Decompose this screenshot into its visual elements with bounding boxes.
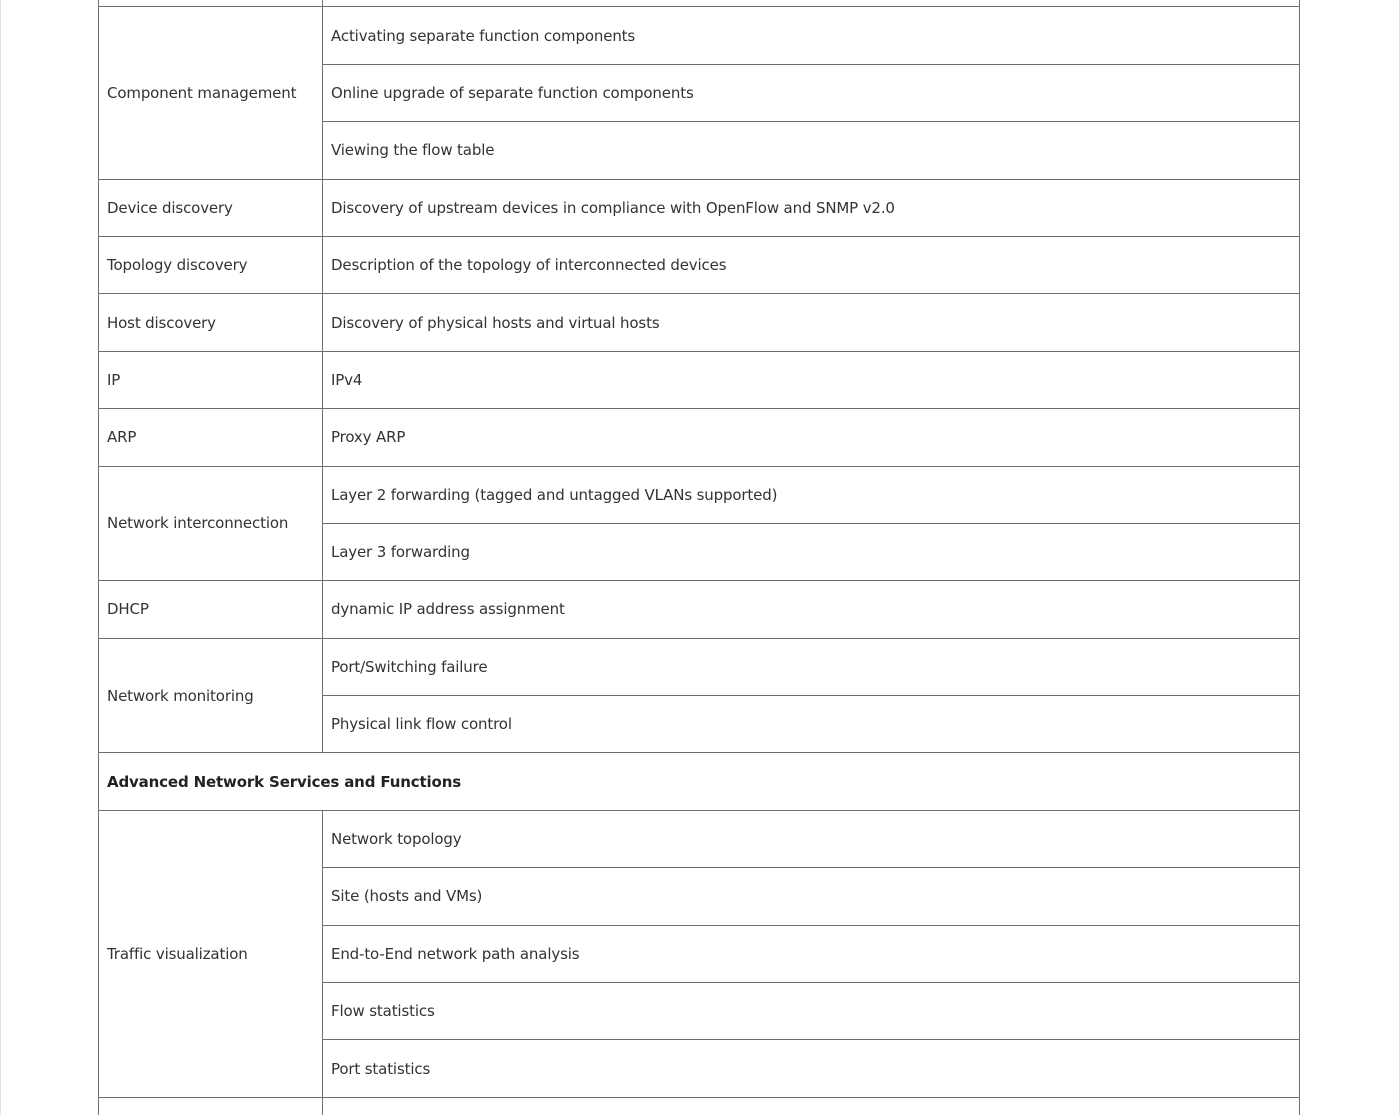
feature-cell: Network monitoring [99,638,323,753]
specification-table-body [99,0,1300,1115]
detail-cell: Online upgrade of separate function components [323,64,1300,121]
feature-cell: Host discovery [99,294,323,351]
feature-cell: Component management [99,7,323,179]
feature-cell: Topology discovery [99,236,323,293]
detail-cell: Port statistics [323,1040,1300,1097]
detail-cell: Flow statistics [323,983,1300,1040]
detail-cell [323,1097,1300,1115]
table-row [99,409,1300,466]
table-row [99,294,1300,351]
feature-cell [99,0,323,7]
detail-cell: dynamic IP address assignment [323,581,1300,638]
table-row [99,351,1300,408]
specification-table [98,0,1300,1115]
detail-cell: Network topology [323,810,1300,867]
table-row [99,236,1300,293]
feature-cell: IP [99,351,323,408]
table-row [99,581,1300,638]
detail-cell: IPv4 [323,351,1300,408]
feature-cell: DHCP [99,581,323,638]
feature-cell [99,1097,323,1115]
detail-cell: End-to-End network path analysis [323,925,1300,982]
detail-cell: Discovery of physical hosts and virtual hosts [323,294,1300,351]
detail-cell: Site (hosts and VMs) [323,868,1300,925]
detail-cell: Layer 2 forwarding (tagged and untagged VLANs supported) [323,466,1300,523]
table-row [99,466,1300,523]
detail-cell: Port/Switching failure [323,638,1300,695]
section-header-row [99,753,1300,810]
detail-cell: Physical link flow control [323,696,1300,753]
detail-cell: Layer 3 forwarding [323,523,1300,580]
table-row-partial [99,0,1300,7]
section-title: Advanced Network Services and Functions [99,753,1300,810]
page-edge-left [0,0,1,1115]
feature-cell: Traffic visualization [99,810,323,1097]
table-row [99,179,1300,236]
table-row [99,810,1300,867]
table-row [99,7,1300,64]
feature-cell: Network interconnection [99,466,323,581]
feature-cell: ARP [99,409,323,466]
detail-cell [323,0,1300,7]
table-row [99,638,1300,695]
detail-cell: Description of the topology of interconnected devices [323,236,1300,293]
table-row-partial [99,1097,1300,1115]
detail-cell: Discovery of upstream devices in compliance with OpenFlow and SNMP v2.0 [323,179,1300,236]
detail-cell: Viewing the flow table [323,122,1300,179]
detail-cell: Activating separate function components [323,7,1300,64]
feature-cell: Device discovery [99,179,323,236]
detail-cell: Proxy ARP [323,409,1300,466]
